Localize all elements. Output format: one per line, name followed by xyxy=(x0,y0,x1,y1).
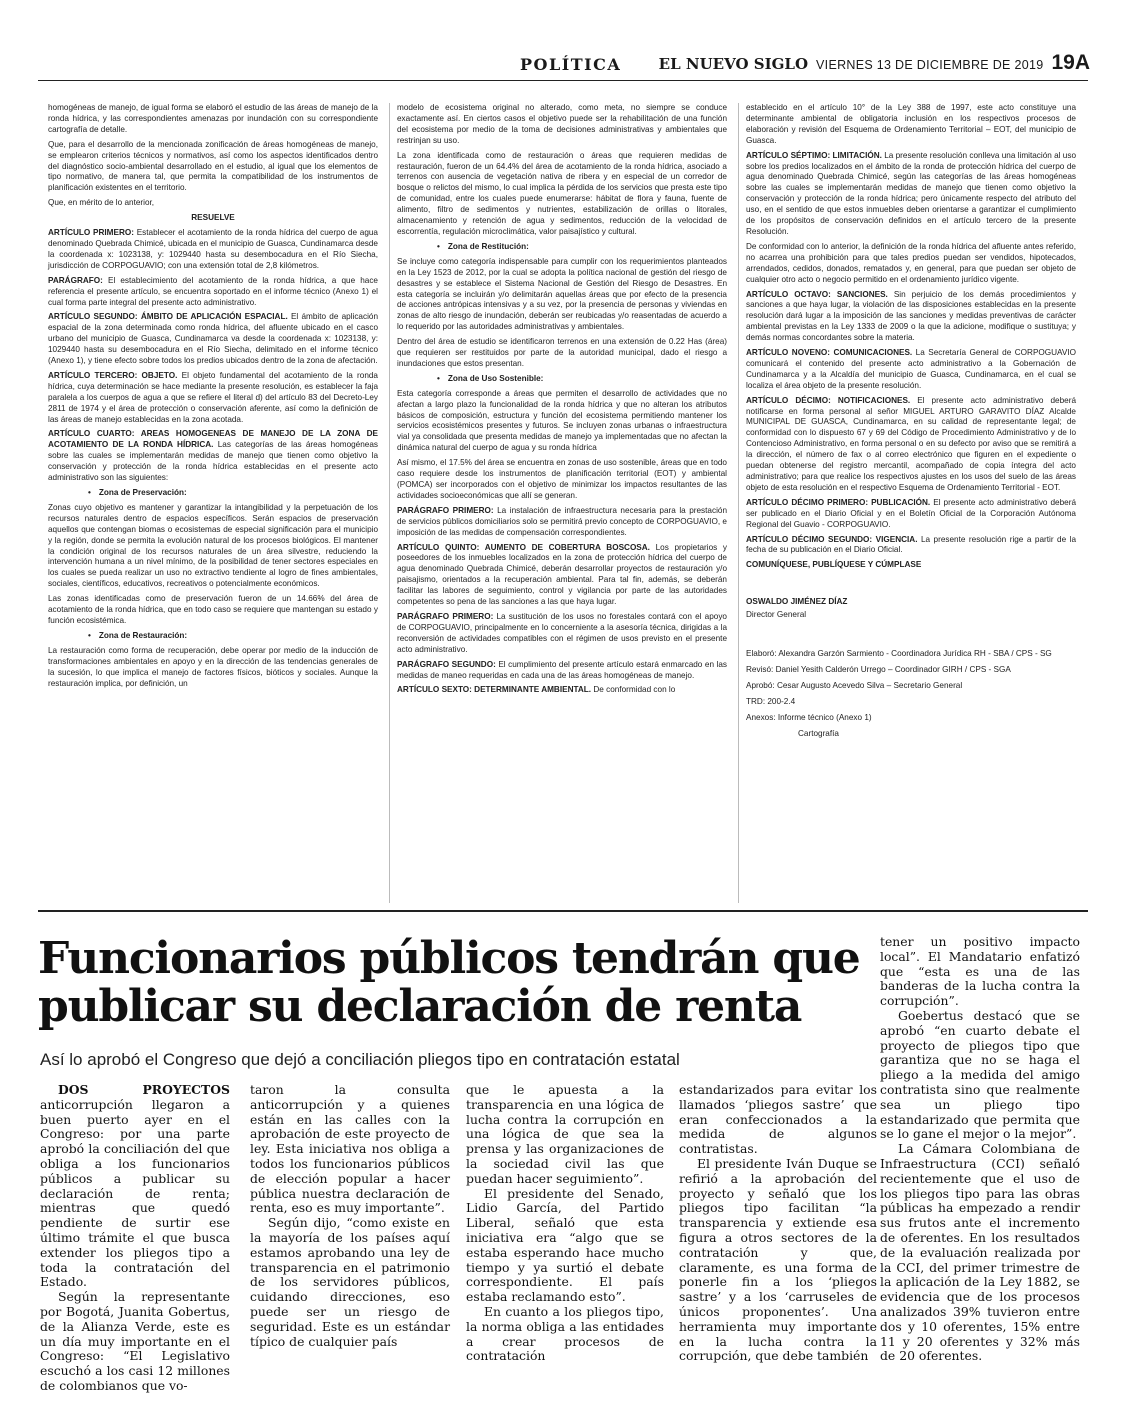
issue-date: VIERNES 13 DE DICIEMBRE DE 2019 xyxy=(816,58,1044,72)
legal-paragraph: establecido en el artículo 10° de la Ley 388 de 1997, este acto constituye una determinante ambiental de obligatoria inclusión en los respectivos procesos de elaboración y revisión del Esquema de Ordenamiento Territorial – EOT, del municipio de Guasca. xyxy=(746,103,1076,145)
article-paragraph: Según dijo, “como existe en la mayoría de los países aquí estamos aprobando una ley de transparencia en el patrimonio de los servidores públicos, cuidando direcciones, eso puede ser un riesgo de seguridad. Este es un estándar típico de cualquier país xyxy=(250,1215,450,1349)
newspaper-name: EL NUEVO SIGLO xyxy=(658,55,809,73)
article-paragraph: que le apuesta a la transparencia en una lógica de lucha contra la corrupción en una lógica de que sea la prensa y las organizaciones de la sociedad civil las que puedan hacer seguimiento”. xyxy=(466,1082,664,1186)
article-column-2 xyxy=(250,1083,450,1383)
article-column-1 xyxy=(40,1082,230,1393)
legal-paragraph: homogéneas de manejo, de igual forma se elaboró el estudio de las áreas de manejo de la ronda hídrica, y las correspondientes amenazas por inundación con su correspondiente cartografía de detalle. xyxy=(48,103,378,134)
page-number: 19A xyxy=(1051,51,1090,74)
article-column-3 xyxy=(466,1083,664,1383)
legal-column-3 xyxy=(746,103,1076,903)
legal-column-divider xyxy=(738,103,739,903)
article-headline: Funcionarios públicos tendrán que publicar su declaración de renta xyxy=(38,933,860,1032)
legal-column-3-text xyxy=(746,103,1076,556)
legal-paragraph: RESUELVE xyxy=(191,213,235,223)
closing-formula: COMUNÍQUESE, PUBLÍQUESE Y CÚMPLASE xyxy=(746,560,922,570)
article-paragraph: estandarizados para evitar los llamados ‘pliegos sastre’ que eran confeccionados a la medida de algunos contratistas. xyxy=(679,1082,877,1157)
legal-paragraph: La zona identificada como de restauración o áreas que requieren medidas de restauración, fueron de un 64.4% del área de acotamiento de la ronda hídrica, asociado a terrenos con ausencia de vegetación nativa de ribera y en especial de un corredor de bosque o relictos del mismo, lo cual implica la pérdida de los servicios que presta este tipo de comunidad, entre los cuales puede enumerarse: hábitat de flora y fauna, fuente de alimento, filtro de sedimentos y nutrientes, estabilización de orillas o litorales, almacenamiento y retención de agua y sedimentos, reducción de la velocidad de escorrentía, regulación microclimática, valor paisajístico y cultural. xyxy=(397,150,727,236)
header-rule xyxy=(38,80,1088,81)
article-column-5 xyxy=(880,935,1080,1385)
credit-line: TRD: 200-2.4 xyxy=(746,696,796,706)
article-kicker: DOS PROYECTOS xyxy=(58,1082,230,1097)
legal-paragraph: ARTÍCULO QUINTO: AUMENTO DE COBERTURA BOSCOSA. Los propietarios y poseedores de los inmuebles localizados en la zona de protección hídrica del cuerpo de agua denominado Quebrada Chimicé, deberán desarrollar proyectos de restauración y/o paisajismo, orientados a la recuperación ambiental. Para tal fin, además, se deberán facilitar las labores de seguimiento, control y vigilancia por parte de las autoridades competentes so pena de las sanciones a las que haya lugar. xyxy=(397,542,727,607)
legal-paragraph: PARÁGRAFO PRIMERO: La instalación de infraestructura necesaria para la prestación de servicios públicos domiciliarios solo se permitirá previo concepto de CORPOGUAVIO, e imposición de las medidas de compensación correspondientes. xyxy=(397,505,727,537)
legal-column-1 xyxy=(48,103,378,903)
page-header xyxy=(0,0,1125,80)
legal-paragraph: ARTÍCULO TERCERO: OBJETO. El objeto fundamental del acotamiento de la ronda hídrica, cuya determinación se hace mediante la presente resolución, es establecer la faja paralela a los cuerpos de agua a que se refiere el literal d) del artículo 83 del Decreto-Ley 2811 de 1974 y el área de protección o conservación aferente, así como la definición de las áreas de manejo establecidas en la zona acotada. xyxy=(48,370,378,424)
legal-paragraph: Zonas cuyo objetivo es mantener y garantizar la intangibilidad y la perpetuación de los recursos naturales dentro de espacios específicos. Serán espacios de preservación aquellos que contengan biomas o ecosistemas de especial significación para el municipio y la región, donde se permita la evolución natural de los procesos biológicos. El mantener la condición original de los recursos naturales de un área silvestre, reduciendo la intervención humana a un nivel mínimo, de la posibilidad de tener sectores especiales en los cuales se pueda realizar un uso no extractivo tendiente al logro de fines ambientales, sociales, científicos, educativos, recreativos o potencialmente económicos. xyxy=(48,502,378,589)
legal-paragraph: PARÁGRAFO SEGUNDO: El cumplimiento del presente artículo estará enmarcado en las medidas de maneo requeridas en cada una de las áreas homogéneas de manejo. xyxy=(397,659,727,680)
section-title: POLÍTICA xyxy=(520,55,622,74)
article-deck: Así lo aprobó el Congreso que dejó a conciliación pliegos tipo en contratación estatal xyxy=(40,1050,680,1069)
legal-paragraph: modelo de ecosistema original no alterado, como meta, no siempre se conduce exactamente así. En ciertos casos el objetivo puede ser la rehabilitación de una función del ecosistema por medio de la toma de decisiones administrativas y ambientales que restrinjan su uso. xyxy=(397,103,727,145)
article-paragraph: En cuanto a los pliegos tipo, la norma obliga a las entidades a crear procesos de contratación xyxy=(466,1303,664,1364)
article-paragraph: DOS PROYECTOS anticorrupción llegaron a buen puerto ayer en el Congreso: por una parte aprobó la conciliación del que obliga a los funcionarios públicos a publicar su declaración de renta; mientras que quedó pendiente de surtir ese último trámite el que busca extender los pliegos tipo a toda la contratación del Estado. xyxy=(40,1082,230,1290)
article-column-4 xyxy=(679,1083,877,1383)
credit-line: Revisó: Daniel Yesith Calderón Urrego – Coordinador GIRH / CPS - SGA xyxy=(746,664,1011,674)
legal-paragraph: De conformidad con lo anterior, la definición de la ronda hídrica del afluente antes referido, no acarrea una prohibición para que tales predios puedan ser vendidos, hipotecados, arrendados, cedidos, donados, rematados y, en general, para que puedan ser objeto de cualquier otro acto o negocio permitido en el ordenamiento jurídico vigente. xyxy=(746,241,1076,284)
legal-paragraph: ARTÍCULO OCTAVO: SANCIONES. Sin perjuicio de los demás procedimientos y sanciones a que haya lugar, la violación de las disposiciones establecidas en la presente resolución dará lugar a la imposición de las sanciones y medidas preventivas de carácter ambiental previstas en la Ley 1333 de 2009 o la que la adicione, modifique o sustituya; y demás normas concordantes sobre la materia. xyxy=(746,289,1076,343)
legal-paragraph: Esta categoría corresponde a áreas que permiten el desarrollo de actividades que no afectan a largo plazo la funcionalidad de la ronda hídrica y que no alteran los atributos básicos de composición, estructura y función del ecosistema permitiendo mantener los servicios ecosistémicos presentes y futuros. Se incluyen zonas urbanas o infraestructura vial ya consolidada que presenta medidas de manejo ya implementadas que no afectan la dinámica natural del cuerpo de agua y su ronda hídrica xyxy=(397,388,727,453)
legal-notice xyxy=(48,103,1078,903)
legal-credits xyxy=(746,649,1076,739)
article-paragraph: El presidente del Senado, Lidio García, del Partido Liberal, señaló que esta iniciativa era “algo que se estaba esperando hace mucho tiempo y ya surtió el debate correspondiente. El país estaba reclamando esto”. xyxy=(466,1185,664,1305)
legal-paragraph: ARTÍCULO DÉCIMO: NOTIFICACIONES. El presente acto administrativo deberá notificarse en forma personal al señor MIGUEL ARTURO GARAVITO DÍAZ Alcalde MUNICIPAL DE GUASCA, Cundinamarca, en su calidad de representante legal; de conformidad con lo dispuesto 67 y 69 del Código de Procedimiento Administrativo y de lo Contencioso Administrativo, en forma personal o en su defecto por aviso que se remitirá a la dirección, el número de fax o al correo electrónico que figuren en el expediente o puedan obtenerse del registro mercantil, acompañado de copia íntegra del acto administrativo; para que realice los respectivos ajustes en los usos del suelo de las áreas objeto de esta resolución en el respectivo Esquema de Ordenamiento Territorial - EOT. xyxy=(746,395,1076,492)
legal-bottom-rule xyxy=(38,910,1088,912)
legal-paragraph: PARÁGRAFO: El establecimiento del acotamiento de la ronda hídrica, a que hace referencia el presente artículo, se encuentra soportado en el informe técnico (Anexo 1) el cual forma parte integral del presente acto administrativo. xyxy=(48,275,378,307)
legal-paragraph: Dentro del área de estudio se identificaron terrenos en una extensión de 0.22 Has (área) que requieren ser restituidos por parte de la autoridad municipal, dado el riesgo a inundaciones que estos presentan. xyxy=(397,337,727,368)
legal-paragraph: Así mismo, el 17.5% del área se encuentra en zonas de uso sostenible, áreas que en todo caso requiere desde los instrumentos de planificación territorial (EOT) y ambiental (POMCA) ser incorporados con el objetivo de minimizar los impactos resultantes de las actividades socioeconómicas que allí se generan. xyxy=(397,458,727,500)
credit-line: Elaboró: Alexandra Garzón Sarmiento - Coordinadora Jurídica RH - SBA / CPS - SG xyxy=(746,649,1052,659)
legal-paragraph: • Zona de Uso Sostenible: xyxy=(397,374,727,385)
legal-paragraph: • Zona de Preservación: xyxy=(48,488,378,499)
legal-paragraph: Que, en mérito de lo anterior, xyxy=(48,198,155,208)
signer-title: Director General xyxy=(746,610,807,620)
legal-paragraph: • Zona de Restitución: xyxy=(397,242,727,253)
legal-column-divider xyxy=(389,103,390,903)
article-paragraph: Goebertus destacó que se aprobó “en cuarto debate el proyecto de pliegos tipo que garantiza que no se haga el pliego a la medida del amigo contratista sino que realmente sea un pliego tipo estandarizado que permita que se lo gane el mejor o la mejor”. xyxy=(880,1007,1080,1142)
article-paragraph: taron la consulta anticorrupción y a quienes están en las calles con la aprobación de este proyecto de ley. Esta iniciativa nos obliga a todos los funcionarios públicos de elección popular a hacer pública nuestra declaración de renta, eso es muy importante”. xyxy=(250,1082,450,1216)
legal-paragraph: ARTÍCULO DÉCIMO SEGUNDO: VIGENCIA. La presente resolución rige a partir de la fecha de su publicación en el Diario Oficial. xyxy=(746,534,1076,555)
legal-paragraph: ARTÍCULO CUARTO: AREAS HOMOGENEAS DE MANEJO DE LA ZONA DE ACOTAMIENTO DE LA RONDA HÍDRICA. Las categorías de las áreas homogéneas sobre las cuales se implementarán medidas de manejo que tienen como objetivo la conservación y protección de la ronda hídrica establecidas en el presente acto administrativo son las siguientes: xyxy=(48,429,378,483)
legal-paragraph: • Zona de Restauración: xyxy=(48,631,378,642)
masthead xyxy=(659,51,1090,75)
legal-paragraph: Que, para el desarrollo de la mencionada zonificación de áreas homogéneas de manejo, se emplearon criterios técnicos y normativos, así como los aspectos identificados dentro del diagnóstico socio-ambiental desarrollado en el estudio, al igual que los elementos de tipo normativo, de manera tal, que permita la compatibilidad de los instrumentos de planificación existentes en el territorio. xyxy=(48,139,378,193)
legal-paragraph: ARTÍCULO DÉCIMO PRIMERO: PUBLICACIÓN. El presente acto administrativo deberá ser publicado en el Diario Oficial y en el Boletín Oficial de la Corporación Autónoma Regional del Guavio - CORPOGUAVIO. xyxy=(746,497,1076,529)
credit-line: Aprobó: Cesar Augusto Acevedo Silva – Secretario General xyxy=(746,680,963,690)
legal-paragraph: ARTÍCULO SÉPTIMO: LIMITACIÓN. La presente resolución conlleva una limitación al uso sobre los predios localizados en el ámbito de la ronda de protección hídrica del cuerpo de agua denominado Quebrada Chimicé, según las categorías de las áreas homogéneas sobre las cuales se implementarán medidas de manejo que tienen como objetivo la conservación y protección de la ronda hídrica; pero únicamente respecto del atributo del uso, en el sentido de que estos inmuebles deben orientarse a garantizar el cumplimiento de los propósitos de conservación definidos en el artículo tercero de la presente Resolución. xyxy=(746,150,1077,236)
legal-paragraph: PARÁGRAFO PRIMERO: La sustitución de los usos no forestales contará con el apoyo de CORPOGUAVIO, principalmente en lo concerniente a la asesoría técnica, dirigidas a la reconversión de actividades compatibles con el régimen de usos previsto en el presente acto administrativo. xyxy=(397,611,727,654)
legal-column-2 xyxy=(397,103,727,903)
credit-line: Anexos: Informe técnico (Anexo 1) xyxy=(746,712,872,722)
legal-paragraph: ARTÍCULO SEXTO: DETERMINANTE AMBIENTAL. De conformidad con lo xyxy=(397,685,676,695)
article-paragraph: La Cámara Colombiana de Infraestructura (CCI) señaló recientemente que el uso de los pliegos tipo para las obras públicas ha empezado a rendir sus frutos ante el incremento de oferentes. En los resultados de la evaluación realizada por la CCI, del primer trimestre de la aplicación de la Ley 1882, se evidencia que de los procesos analizados 39% tuvieron entre dos y 10 oferentes, 15% entre 11 y 20 oferentes y 32% más de 20 oferentes. xyxy=(880,1141,1080,1364)
article-paragraph: Según la representante por Bogotá, Juanita Gobertus, de la Alianza Verde, este es un día muy importante en el Congreso: “El Legislativo escuchó a los casi 12 millones de colombianos que vo- xyxy=(40,1289,230,1393)
credit-line: Cartografía xyxy=(798,728,839,738)
legal-paragraph: La restauración como forma de recuperación, debe operar por medio de la inducción de transformaciones ambientales en apoyo y en la dirección de las tendencias generales de la sucesión, lo que implica el manejo de factores físicos, bióticos y sociales. Aunque la restauración implica, por definición, un xyxy=(48,645,378,688)
legal-paragraph: ARTÍCULO NOVENO: COMUNICACIONES. La Secretaría General de CORPOGUAVIO comunicará el contenido del presente acto administrativo a la Gobernación de Cundinamarca y a la Alcaldía del municipio de Guasca, Cundinamarca, en el cual se localiza el área objeto de la presente resolución. xyxy=(746,348,1077,390)
legal-paragraph: ARTÍCULO PRIMERO: Establecer el acotamiento de la ronda hídrica del cuerpo de agua denominado Quebrada Chimicé, ubicada en el municipio de Guasca, Cundinamarca desde la coordenada x: 1023138, y: 1029440 hasta su desembocadura en el Río Siecha, jurisdicción de CORPOGUAVIO; con una extensión total de 2,8 kilómetros. xyxy=(48,228,378,270)
article-paragraph: tener un positivo impacto local”. El Mandatario enfatizó que “esta es una de las banderas de la lucha contra la corrupción”. xyxy=(880,934,1080,1009)
legal-paragraph: Se incluye como categoría indispensable para cumplir con los requerimientos planteados en la Ley 1523 de 2012, por la cual se adopta la política nacional de gestión del riesgo de desastres y se establece el Sistema Nacional de Gestión del Riesgo de Desastres. En esta categoría se incluirán y/o delimitarán aquellas áreas que por efecto de la presencia de acciones antrópicas intensivas y a su vez, por la presencia de personas y viviendas en zonas de alto riesgo de inundación, deberán ser reubicadas y/o reasentadas de acuerdo a lo requerido por las autoridades administrativas y ambientales. xyxy=(397,256,727,332)
legal-paragraph: Las zonas identificadas como de preservación fueron de un 14.66% del área de acotamiento de la ronda hídrica, que en todo caso se requiere que mantengan su estado y función ecosistémica. xyxy=(48,594,378,625)
article-paragraph: El presidente Iván Duque se refirió a la aprobación del proyecto y señaló que los pliegos tipo facilitan “la transparencia y extiende esa figura a otros sectores de la contratación y que, claramente, es una forma de ponerle fin a los ‘pliegos sastre’ y a los ‘carruseles de únicos proponentes’. Una herramienta muy importante en la lucha contra la corrupción, que debe también xyxy=(679,1155,877,1364)
signer-name: OSWALDO JIMÉNEZ DÍAZ xyxy=(746,597,848,607)
legal-paragraph: ARTÍCULO SEGUNDO: ÁMBITO DE APLICACIÓN ESPACIAL. El ámbito de aplicación espacial de la zona determinada como ronda hídrica, del afluente ubicado en el casco urbano del municipio de Guasca, Cundinamarca va desde la coordenada x: 1023138, y: 1029440 hasta su desembocadura en el Río Siecha, delimitado en el informe técnico (Anexo 1), y tiene efecto sobre todos los predios ubicados dentro de la zona de afectación. xyxy=(48,312,379,366)
